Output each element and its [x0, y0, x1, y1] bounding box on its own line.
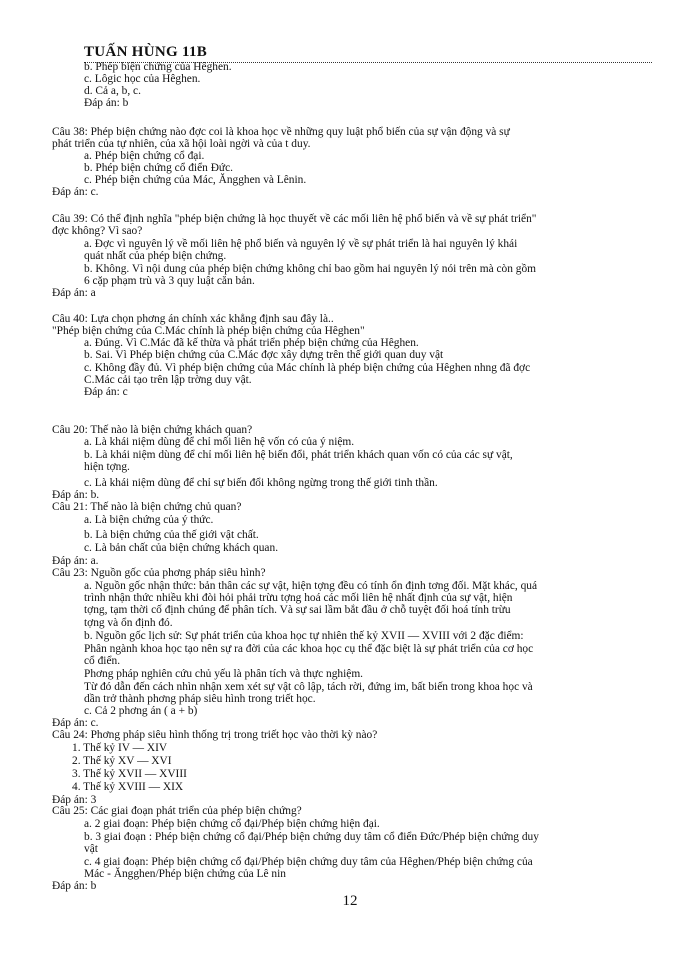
text-line: Đáp án: b	[84, 97, 129, 109]
text-line: 1. Thế kỷ IV — XIV	[72, 742, 168, 754]
text-line: Câu 25: Các giai đoạn phát triển của phép biện chứng?	[52, 805, 302, 817]
text-line: 6 cặp phạm trù và 3 quy luật căn bản.	[84, 275, 255, 287]
text-line: Phơng pháp nghiên cứu chủ yếu là phân tích và thực nghiệm.	[84, 668, 364, 680]
text-line: Câu 40: Lựa chọn phơng án chính xác khẳng định sau đây là..	[52, 313, 334, 325]
text-line: Câu 21: Thế nào là biện chứng chủ quan?	[52, 501, 242, 513]
text-line: b. Là biện chứng của thế giới vật chất.	[84, 529, 259, 541]
text-line: c. 4 giai đoạn: Phép biện chứng cổ đại/Phép biện chứng duy tâm của Hêghen/Phép biện chứng của	[84, 856, 533, 868]
text-line: a. Đúng. Vì C.Mác đã kế thừa và phát triển phép biện chứng của Hêghen.	[84, 337, 419, 349]
text-line: Đáp án: c.	[52, 186, 99, 198]
text-line: Từ đó dẫn đến cách nhìn nhận xem xét sự vật cô lập, tách rời, đứng im, bất biến trong khoa học và	[84, 681, 533, 693]
text-line: b. Phép biện chứng của Hêghen.	[84, 61, 232, 73]
text-line: a. Đợc vì nguyên lý về mối liên hệ phổ biến và nguyên lý về sự phát triển là hai nguyên lý khái	[84, 238, 518, 250]
text-line: hiện tợng.	[84, 461, 130, 473]
text-line: Câu 38: Phép biện chứng nào đợc coi là khoa học về những quy luật phổ biến của sự vận động và sự	[52, 126, 510, 138]
text-line: c. Không đầy đủ. Vì phép biện chứng của Mác chính là phép biện chứng của Hêghen nhng đã đợc	[84, 362, 531, 374]
text-line: a. Là khái niệm dùng để chỉ mối liên hệ vốn có của ý niệm.	[84, 436, 355, 448]
text-line: Đáp án: c	[84, 386, 128, 398]
text-line: c. Là bản chất của biện chứng khách quan.	[84, 542, 279, 554]
text-line: Mác - Ăngghen/Phép biện chứng của Lê nin	[84, 868, 286, 880]
text-line: vật	[84, 843, 98, 855]
text-line: a. Phép biện chứng cổ đại.	[84, 150, 205, 162]
text-line: phát triển của tự nhiên, của xã hội loài ngời và của t duy.	[52, 138, 311, 150]
text-line: Câu 20: Thế nào là biện chứng khách quan?	[52, 424, 253, 436]
text-line: Phân ngành khoa học tạo nên sự ra đời của các khoa học cụ thể đặc biệt là sự phát triển của cơ học	[84, 643, 534, 655]
text-line: "Phép biện chứng của C.Mác chính là phép biện chứng của Hêghen"	[52, 325, 365, 337]
text-line: c. Là khái niệm dùng để chỉ sự biến đổi không ngừng trong thế giới tinh thần.	[84, 477, 438, 489]
text-line: Đáp án: 3	[52, 794, 97, 806]
text-line: 3. Thế kỷ XVII — XVIII	[72, 768, 187, 780]
text-line: dần trở thành phơng pháp siêu hình trong triết học.	[84, 693, 316, 705]
text-line: Câu 24: Phơng pháp siêu hình thống trị trong triết học vào thời kỳ nào?	[52, 729, 378, 741]
text-line: tợng và ổn định đó.	[84, 617, 173, 629]
text-line: b. Nguồn gốc lịch sử: Sự phát triển của khoa học tự nhiên thế kỷ XVII — XVIII với 2 đặc điểm:	[84, 630, 524, 642]
text-line: C.Mác cải tạo trên lập trờng duy vật.	[84, 374, 252, 386]
text-line: Đáp án: a	[52, 287, 96, 299]
text-line: b. Sai. Vì Phép biện chứng của C.Mác đợc xây dựng trên thế giới quan duy vật	[84, 349, 444, 361]
text-line: Câu 23: Nguồn gốc của phơng pháp siêu hình?	[52, 567, 266, 579]
text-line: 4. Thế kỷ XVIII — XIX	[72, 781, 184, 793]
text-line: b. Phép biện chứng cổ điển Đức.	[84, 162, 234, 174]
text-line: Đáp án: c.	[52, 717, 99, 729]
text-line: b. Là khái niệm dùng để chỉ mối liên hệ biến đổi, phát triển khách quan vốn có của các sự vật,	[84, 449, 513, 461]
text-line: Đáp án: b	[52, 880, 97, 892]
page-header-title: TUẤN HÙNG 11B	[84, 44, 208, 60]
text-line: đợc không? Vì sao?	[52, 225, 143, 237]
text-line: b. Không. Vì nội dung của phép biện chứng không chỉ bao gồm hai nguyên lý nói trên mà còn gồm	[84, 263, 537, 275]
text-line: a. Là biện chứng của ý thức.	[84, 514, 214, 526]
text-line: c. Lôgic học của Hêghen.	[84, 73, 201, 85]
text-line: c. Phép biện chứng của Mác, Ăngghen và Lênin.	[84, 174, 307, 186]
text-line: quát nhất của phép biện chứng.	[84, 250, 227, 262]
text-line: d. Cả a, b, c.	[84, 85, 141, 97]
text-line: Đáp án: b.	[52, 489, 100, 501]
page-number: 12	[342, 893, 358, 909]
text-line: Đáp án: a.	[52, 555, 99, 567]
text-line: a. 2 giai đoạn: Phép biện chứng cổ đại/Phép biện chứng hiện đại.	[84, 818, 380, 830]
text-line: b. 3 giai đoạn : Phép biện chứng cổ đại/Phép biện chứng duy tâm cổ điển Đức/Phép biện chứng duy	[84, 831, 539, 843]
text-line: 2. Thế kỷ XV — XVI	[72, 755, 172, 767]
text-line: trình nhận thức nhiều khi đòi hỏi phải trừu tợng hoá các mối liên hệ nhất định của sự vật, hiện	[84, 592, 513, 604]
text-line: c. Cả 2 phơng án ( a + b)	[84, 705, 198, 717]
text-line: Câu 39: Có thể định nghĩa "phép biện chứng là học thuyết về các mối liên hệ phổ biến và về sự phát triển"	[52, 213, 537, 225]
text-line: tợng, tạm thời cố định chúng để phân tích. Và sự sai lầm bắt đầu ở chỗ tuyệt đối hoá tính trừu	[84, 604, 511, 616]
text-line: a. Nguồn gốc nhận thức: bản thân các sự vật, hiện tợng đều có tính ổn định tơng đối. Mặt khác, quá	[84, 580, 538, 592]
text-line: cổ điển.	[84, 655, 121, 667]
